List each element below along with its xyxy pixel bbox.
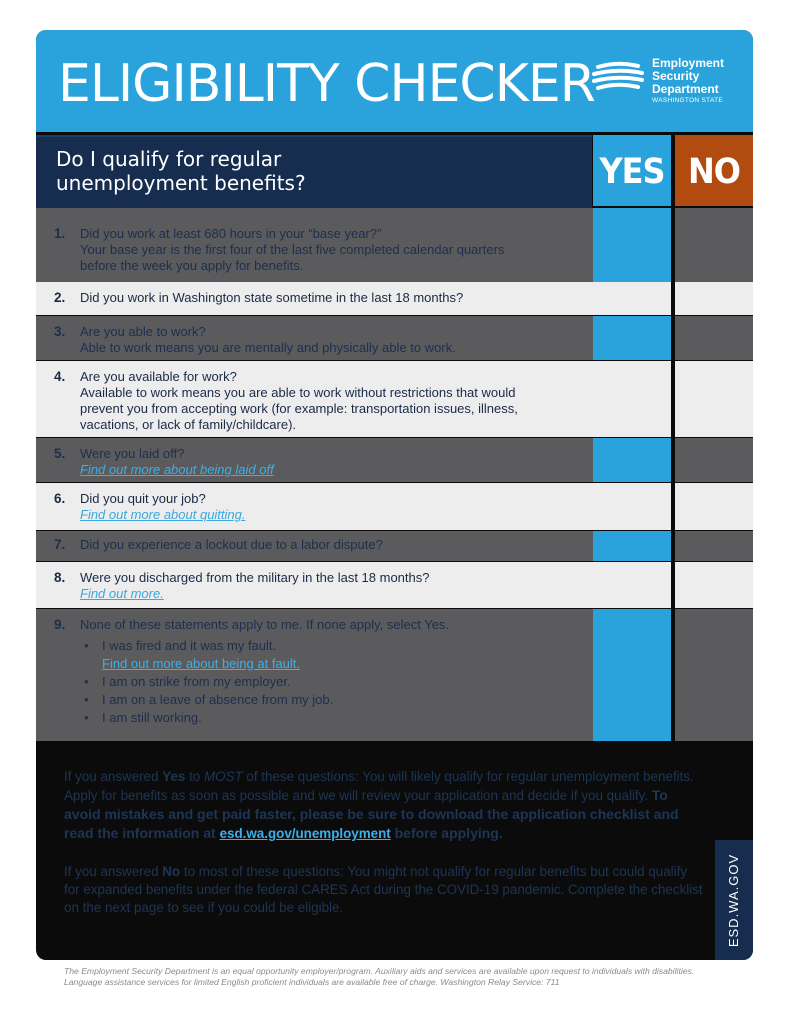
q6-number: 6. (54, 491, 66, 506)
q2-text: Did you work in Washington state sometime in the last 18 months? (80, 290, 464, 305)
q5-text: Were you laid off? (80, 446, 185, 461)
q8-number: 8. (54, 570, 66, 585)
yes-column-header (593, 135, 671, 206)
info-text: to most of these questions: You might not qualify for regular benefits but could qualify for expanded benefits under the federal CARES Act during the COVID-19 pandemic. Complete the checklist on the next page to see if you could be eligible. (64, 864, 703, 915)
q9-number: 9. (54, 617, 66, 632)
info-text: If you answered (64, 864, 163, 879)
logo-state: WASHINGTON STATE (652, 97, 724, 104)
q2-no-cell[interactable] (675, 282, 753, 315)
no-label: NO (688, 149, 740, 192)
info-no-word: No (162, 864, 181, 879)
esd-logo-icon (592, 61, 644, 95)
q6-no-cell[interactable] (675, 483, 753, 530)
q4-no-cell[interactable] (675, 361, 753, 437)
website-label: ESD.WA.GOV (726, 853, 742, 947)
q4-text: Are you available for work? (80, 369, 237, 384)
q1-text: Did you work at least 680 hours in your “base year?” (80, 226, 382, 241)
military-link[interactable]: Find out more. (80, 586, 164, 601)
q1-number: 1. (54, 226, 66, 241)
logo-line-3: Department (652, 82, 719, 96)
q9-bullet (80, 637, 574, 673)
unemployment-url-link[interactable]: esd.wa.gov/unemployment (219, 826, 391, 841)
question-row-7 (36, 531, 753, 561)
q2-number: 2. (54, 290, 66, 305)
info-text: If you answered (64, 769, 163, 784)
main-question (56, 147, 456, 195)
q7-no-cell[interactable] (675, 531, 753, 561)
logo-line-2: Security (652, 69, 700, 83)
laid-off-link[interactable]: Find out more about being laid off (80, 462, 274, 477)
q9-bullet (80, 709, 574, 727)
page-title: ELIGIBILITY CHECKER (58, 54, 595, 114)
info-text: to (185, 769, 204, 784)
q9-bullet-list (80, 637, 574, 727)
q9-bullet (80, 691, 574, 709)
info-yes-word: Yes (162, 769, 186, 784)
q3-number: 3. (54, 324, 66, 339)
q9-bullet (80, 673, 574, 691)
q8-yes-cell[interactable] (593, 562, 671, 608)
question-row-8 (36, 562, 753, 608)
q7-text: Did you experience a lockout due to a labor dispute? (80, 537, 383, 552)
info-text: of these questions: You will likely qualify for regular unemployment benefits. Apply for benefits as soon as possible and we will review your application and decide if you qualify. (64, 769, 694, 803)
question-row-5 (36, 438, 753, 482)
main-question-line-2: unemployment benefits? (56, 171, 306, 195)
results-info (64, 768, 704, 937)
q5-no-cell[interactable] (675, 438, 753, 482)
q9-text: None of these statements apply to me. If none apply, select Yes. (80, 617, 450, 632)
website-sidebar (715, 840, 753, 960)
at-fault-link[interactable]: Find out more about being at fault. (102, 656, 301, 671)
q3-text: Are you able to work? (80, 324, 206, 339)
logo-wordmark (652, 57, 724, 106)
info-most-word: MOST (203, 769, 243, 784)
main-question-line-1: Do I qualify for regular (56, 147, 282, 171)
q7-number: 7. (54, 537, 66, 552)
question-banner (36, 135, 592, 208)
info-strong-text-end: before applying. (390, 825, 503, 841)
q9-bullet-1: I was fired and it was my fault. (102, 638, 277, 653)
question-row-2 (36, 282, 753, 315)
q7-yes-cell[interactable] (593, 531, 671, 561)
eligibility-sheet (36, 30, 753, 960)
q4-details: Available to work means you are able to work without restrictions that would prevent you from accepting work (for example: transportation issues, illness, vacations, or lack of family/childcare). (80, 385, 518, 432)
q3-no-cell[interactable] (675, 316, 753, 360)
question-row-6 (36, 483, 753, 530)
q2-yes-cell[interactable] (593, 282, 671, 315)
info-strong-text: To avoid mistakes and get paid faster, please be sure to download the application checklist and read the information at (64, 787, 679, 841)
q8-text: Were you discharged from the military in the last 18 months? (80, 570, 430, 585)
esd-logo (592, 57, 752, 115)
yes-result-paragraph (64, 768, 704, 843)
q9-yes-cell[interactable] (593, 609, 671, 741)
quitting-link[interactable]: Find out more about quitting. (80, 507, 246, 522)
no-result-paragraph (64, 863, 704, 917)
q5-number: 5. (54, 446, 66, 461)
logo-line-1: Employment (652, 56, 725, 70)
footer-disclaimer: The Employment Security Department is an equal opportunity employer/program. Auxiliary aids and services are available upon request to individuals with disabilities. Language assistance services for limited English proficient individuals are available free of charge. Washington Relay Service: 711 (64, 966, 695, 987)
q9-bullet-3: I am on a leave of absence from my job. (102, 692, 334, 707)
q4-number: 4. (54, 369, 66, 384)
q3-details: Able to work means you are mentally and physically able to work. (80, 340, 456, 355)
q9-bullet-2: I am on strike from my employer. (102, 674, 291, 689)
question-row-9 (36, 609, 753, 741)
q3-yes-cell[interactable] (593, 316, 671, 360)
q9-bullet-4: I am still working. (102, 710, 202, 725)
q4-yes-cell[interactable] (593, 361, 671, 437)
question-row-3 (36, 316, 753, 360)
header-bar (36, 30, 753, 132)
q6-text: Did you quit your job? (80, 491, 206, 506)
q9-no-cell[interactable] (675, 609, 753, 741)
q1-details: Your base year is the first four of the last five completed calendar quarters before the week you apply for benefits. (80, 242, 505, 273)
question-row-4 (36, 361, 753, 437)
no-column-header (675, 135, 753, 206)
q5-yes-cell[interactable] (593, 438, 671, 482)
yes-label: YES (599, 149, 665, 192)
q8-no-cell[interactable] (675, 562, 753, 608)
q6-yes-cell[interactable] (593, 483, 671, 530)
